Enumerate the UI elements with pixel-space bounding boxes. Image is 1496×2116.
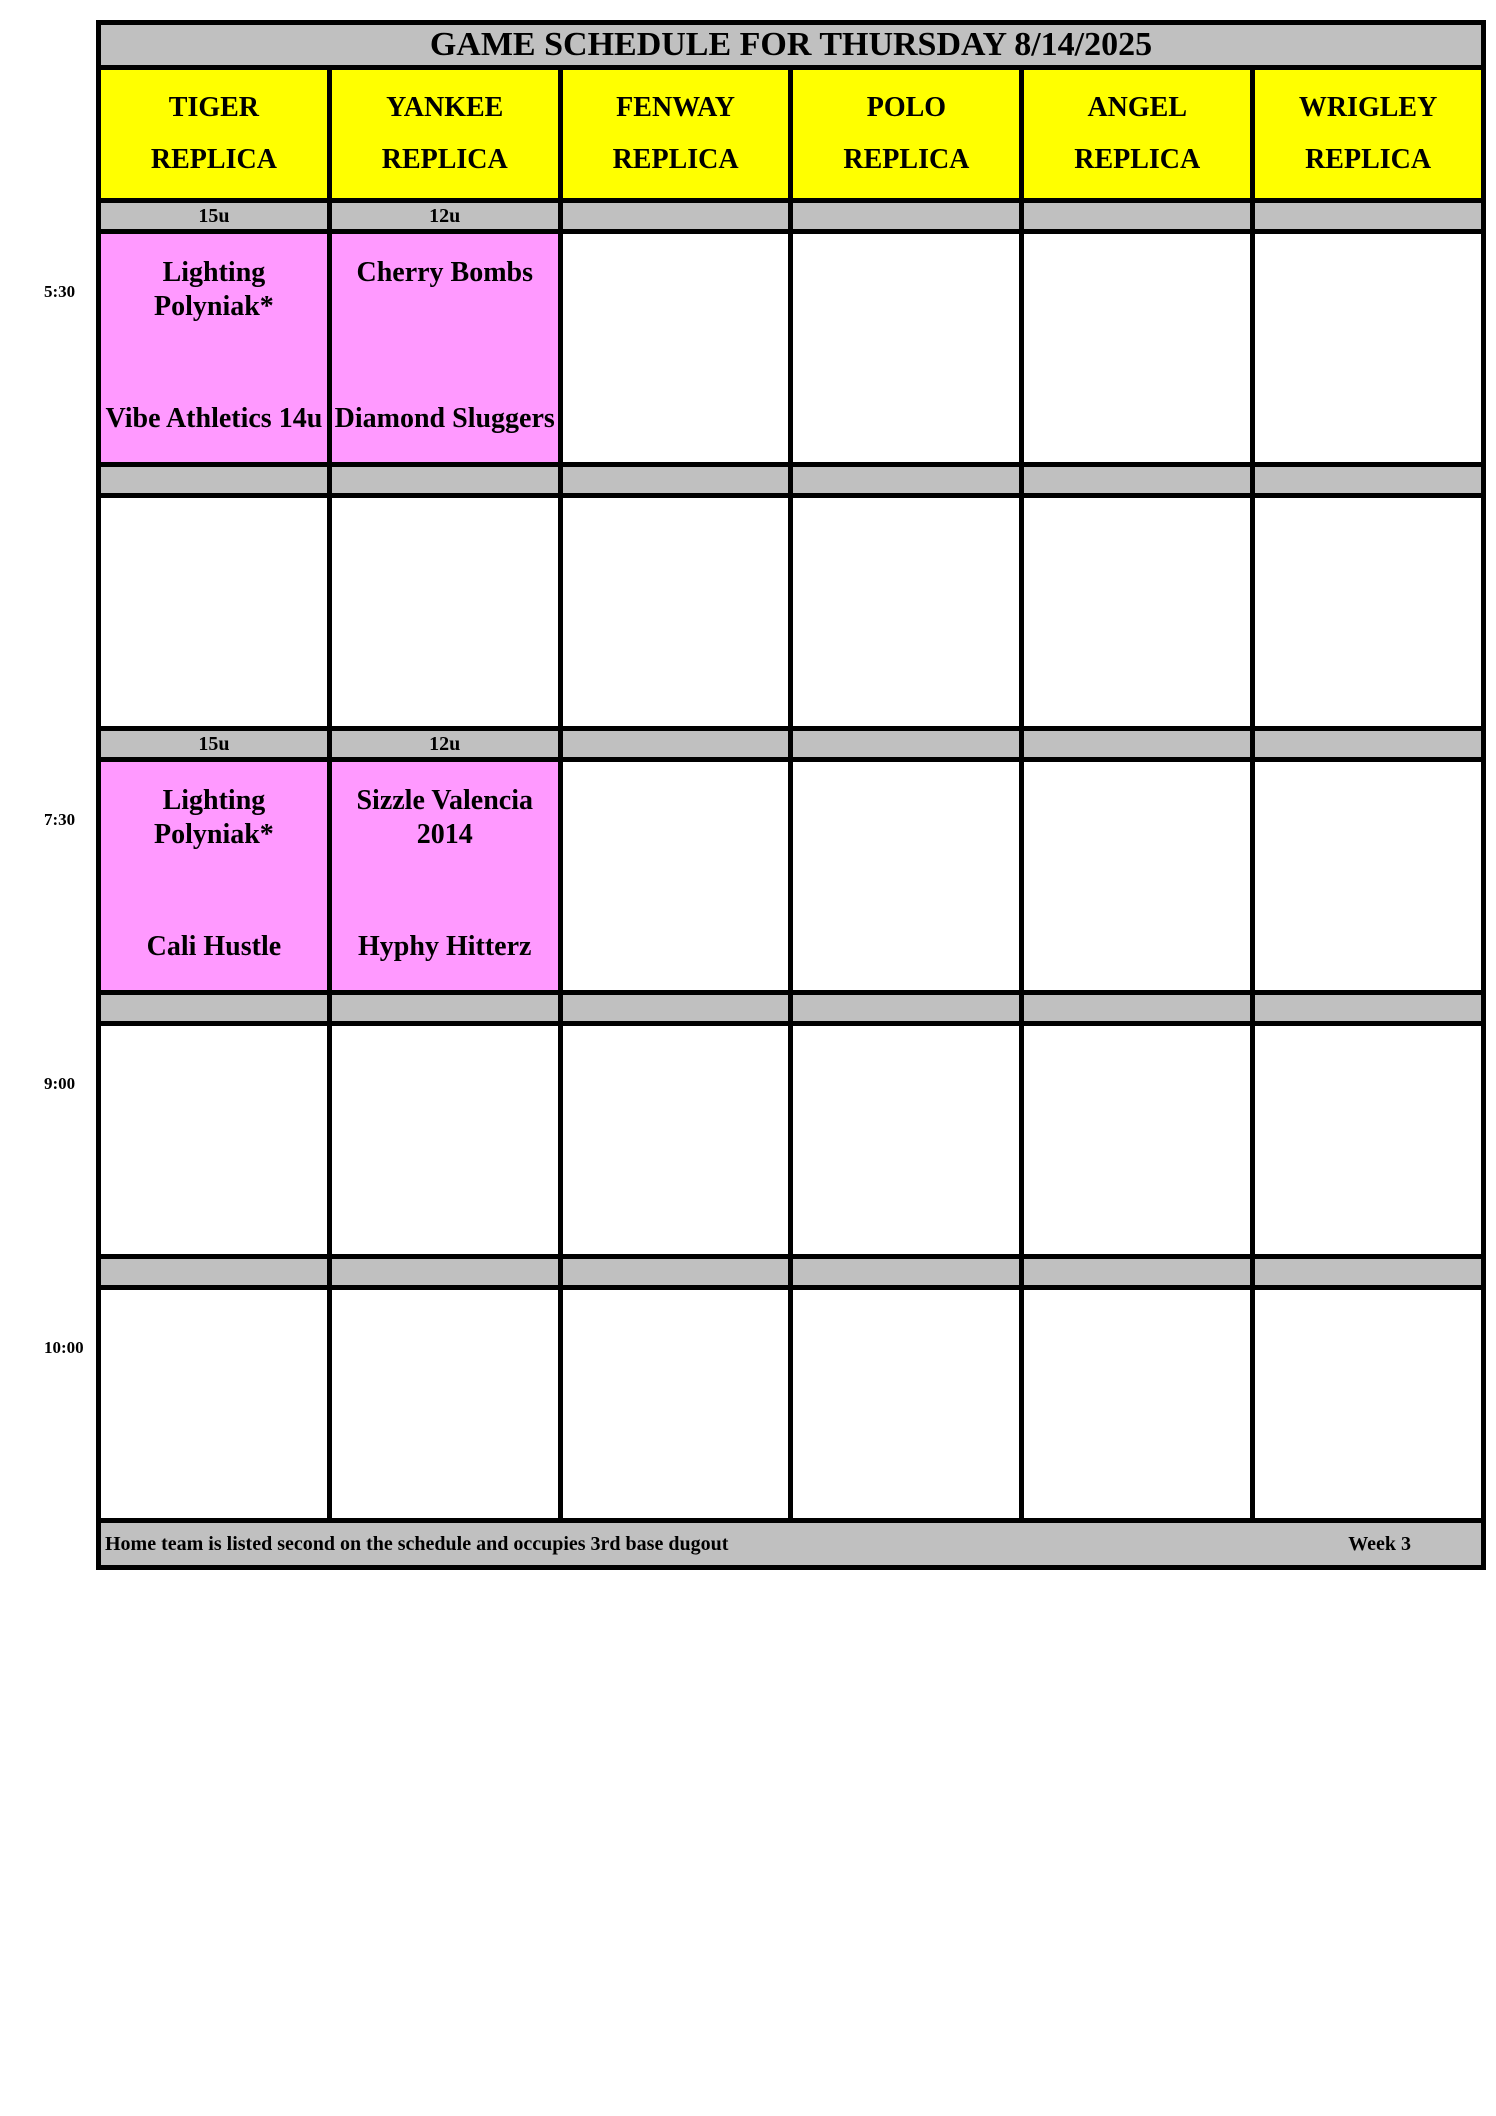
game-cell	[791, 496, 1022, 729]
field-name: TIGER	[168, 92, 260, 123]
footer-row	[99, 1521, 1484, 1568]
field-subtitle: REPLICA	[1305, 144, 1432, 175]
game-cell	[99, 496, 330, 729]
footer-cell	[99, 1521, 1484, 1568]
division-row	[99, 993, 1484, 1024]
field-name: ANGEL	[1087, 92, 1188, 123]
game-cell	[1253, 1024, 1484, 1257]
division-label: 12u	[329, 729, 560, 760]
field-header-polo	[791, 68, 1022, 201]
division-label: 15u	[99, 201, 330, 232]
field-subtitle: REPLICA	[381, 144, 508, 175]
division-label	[560, 201, 791, 232]
division-label	[560, 993, 791, 1024]
game-row	[99, 1288, 1484, 1521]
field-subtitle: REPLICA	[843, 144, 970, 175]
division-label	[1022, 729, 1253, 760]
game-cell	[560, 496, 791, 729]
time-label: 5:30	[44, 281, 76, 301]
division-label	[329, 993, 560, 1024]
division-label	[560, 465, 791, 496]
game-cell	[1022, 1024, 1253, 1257]
time-label: 9:00	[44, 1073, 76, 1093]
game-cell	[560, 1024, 791, 1257]
game-cell	[99, 760, 330, 993]
time-label: 7:30	[44, 809, 76, 829]
division-row	[99, 201, 1484, 232]
division-row	[99, 729, 1484, 760]
home-team: Cali Hustle	[146, 931, 282, 962]
schedule-title: GAME SCHEDULE FOR THURSDAY 8/14/2025	[99, 23, 1484, 68]
game-cell	[1253, 760, 1484, 993]
away-team: Cherry Bombs	[356, 257, 534, 288]
game-cell	[329, 760, 560, 993]
division-label	[791, 993, 1022, 1024]
game-cell	[560, 760, 791, 993]
game-cell	[560, 232, 791, 465]
home-team: Diamond Sluggers	[334, 403, 555, 434]
game-cell	[99, 1288, 330, 1521]
division-label	[1253, 993, 1484, 1024]
field-name: POLO	[866, 92, 947, 123]
away-team: Lighting Polyniak*	[154, 785, 274, 850]
field-header-row	[99, 68, 1484, 201]
division-label	[1022, 993, 1253, 1024]
schedule-table	[96, 20, 1486, 1570]
home-team: Vibe Athletics 14u	[105, 403, 323, 434]
field-header-angel	[1022, 68, 1253, 201]
division-label	[791, 465, 1022, 496]
division-label	[560, 729, 791, 760]
schedule-sheet	[96, 20, 1486, 1570]
division-label	[1253, 729, 1484, 760]
game-cell	[329, 496, 560, 729]
division-label	[791, 729, 1022, 760]
game-cell	[329, 1024, 560, 1257]
division-label	[329, 465, 560, 496]
field-name: FENWAY	[616, 92, 735, 123]
game-cell	[99, 1024, 330, 1257]
division-label	[1022, 201, 1253, 232]
field-name: WRIGLEY	[1298, 92, 1438, 123]
away-team: Lighting Polyniak*	[154, 257, 274, 322]
away-team: Sizzle Valencia 2014	[356, 785, 534, 850]
field-header-yankee	[329, 68, 560, 201]
field-subtitle: REPLICA	[150, 144, 277, 175]
division-label	[99, 465, 330, 496]
division-label	[1253, 1257, 1484, 1288]
game-cell	[791, 1288, 1022, 1521]
division-row	[99, 1257, 1484, 1288]
time-label: 10:00	[44, 1337, 84, 1357]
division-row	[99, 465, 1484, 496]
game-cell	[1253, 496, 1484, 729]
division-label: 15u	[99, 729, 330, 760]
field-subtitle: REPLICA	[1074, 144, 1201, 175]
field-header-wrigley	[1253, 68, 1484, 201]
division-label	[329, 1257, 560, 1288]
game-cell	[791, 1024, 1022, 1257]
footer-note: Home team is listed second on the schedule and occupies 3rd base dugout	[105, 1532, 729, 1555]
week-label: Week 3	[1348, 1532, 1411, 1555]
game-cell	[1022, 1288, 1253, 1521]
field-subtitle: REPLICA	[612, 144, 739, 175]
game-cell	[1022, 496, 1253, 729]
field-name: YANKEE	[386, 92, 504, 123]
division-label	[1022, 465, 1253, 496]
game-cell	[1253, 232, 1484, 465]
game-cell	[1022, 232, 1253, 465]
game-cell	[791, 232, 1022, 465]
game-row	[99, 1024, 1484, 1257]
field-header-fenway	[560, 68, 791, 201]
game-row	[99, 496, 1484, 729]
division-label	[1022, 1257, 1253, 1288]
division-label	[791, 1257, 1022, 1288]
game-cell	[791, 760, 1022, 993]
game-row	[99, 760, 1484, 993]
game-cell	[1253, 1288, 1484, 1521]
division-label	[99, 1257, 330, 1288]
game-cell	[329, 232, 560, 465]
division-label	[791, 201, 1022, 232]
game-cell	[329, 1288, 560, 1521]
game-cell	[99, 232, 330, 465]
division-label	[1253, 465, 1484, 496]
division-label	[560, 1257, 791, 1288]
field-header-tiger	[99, 68, 330, 201]
home-team: Hyphy Hitterz	[358, 931, 532, 962]
game-cell	[1022, 760, 1253, 993]
game-cell	[560, 1288, 791, 1521]
division-label	[99, 993, 330, 1024]
game-row	[99, 232, 1484, 465]
division-label	[1253, 201, 1484, 232]
division-label: 12u	[329, 201, 560, 232]
